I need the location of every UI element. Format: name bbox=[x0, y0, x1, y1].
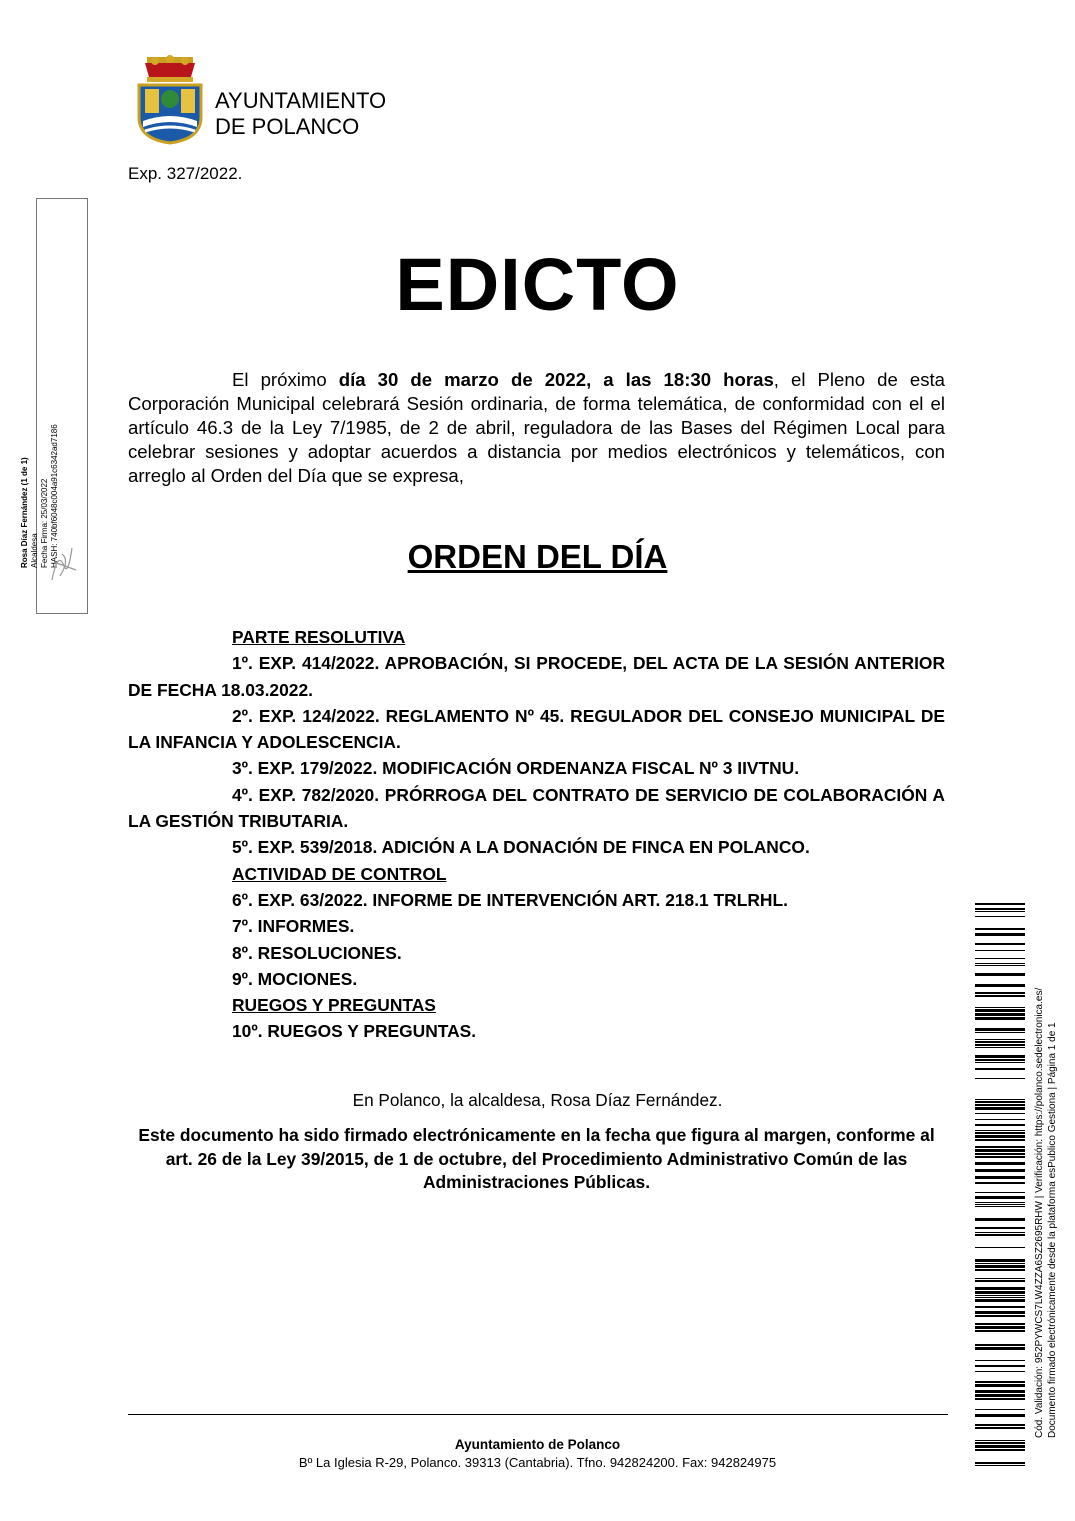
verification-code: Cód. Validación: 952PYWCS7LW4ZZA6SZ2695RHW | Verificación: https://polanco.sedelectronica.es/ bbox=[1034, 987, 1045, 1438]
section-label: ACTIVIDAD DE CONTROL bbox=[232, 863, 447, 884]
agenda-section-control bbox=[128, 861, 945, 887]
agenda-item-text: 1º. EXP. 414/2022. APROBACIÓN, SI PROCEDE, DEL ACTA DE LA SESIÓN ANTERIOR DE FECHA 18.03.2022. bbox=[128, 653, 945, 700]
coat-of-arms-logo bbox=[133, 55, 207, 145]
agenda-item-3 bbox=[128, 755, 945, 781]
intro-session-date: día 30 de marzo de 2022, a las 18:30 horas bbox=[338, 369, 774, 390]
footer-divider bbox=[128, 1414, 948, 1415]
verification-text bbox=[1033, 938, 1059, 1438]
agenda-item-text: 7º. INFORMES. bbox=[232, 916, 355, 937]
agenda-item-text: 8º. RESOLUCIONES. bbox=[232, 942, 402, 963]
agenda-item-9 bbox=[128, 966, 945, 992]
intro-post: , el Pleno de esta Corporación Municipal celebrará Sesión ordinaria, de forma telemática, de conformidad con el el artículo 46.3 de la Ley 7/1985, de 2 de abril, reguladora de las Bases del Régimen Local para celebrar sesiones y adoptar acuerdos a distancia por medios electrónicos y telemáticos, con arreglo al Orden del Día que se expresa, bbox=[128, 369, 945, 486]
footer-org: Ayuntamiento de Polanco bbox=[454, 1437, 621, 1452]
agenda-item-text: 6º. EXP. 63/2022. INFORME DE INTERVENCIÓN ART. 218.1 TRLRHL. bbox=[232, 889, 788, 910]
agenda-item-5 bbox=[128, 834, 945, 860]
validation-barcode bbox=[975, 903, 1025, 1468]
signature-line: En Polanco, la alcaldesa, Rosa Díaz Fernández. bbox=[352, 1090, 723, 1110]
section-label: PARTE RESOLUTIVA bbox=[232, 627, 406, 647]
footer-address: Bº La Iglesia R-29, Polanco. 39313 (Cantabria). Tfno. 942824200. Fax: 942824975 bbox=[298, 1455, 777, 1470]
agenda-item-text: 4º. EXP. 782/2020. PRÓRROGA DEL CONTRATO DE SERVICIO DE COLABORACIÓN A LA GESTIÓN TRIBUTARIA. bbox=[128, 784, 945, 832]
agenda-item-text: 10º. RUEGOS Y PREGUNTAS. bbox=[232, 1021, 477, 1042]
agenda-item-8 bbox=[128, 940, 945, 966]
org-name bbox=[215, 88, 386, 140]
agenda-item-text: 9º. MOCIONES. bbox=[232, 968, 358, 989]
section-label: RUEGOS Y PREGUNTAS bbox=[232, 995, 436, 1016]
intro-paragraph bbox=[128, 368, 945, 488]
signature-date: Fecha Firma: 25/03/2022 bbox=[40, 478, 49, 568]
agenda-section-resolutiva bbox=[128, 624, 945, 650]
agenda-item-text: 3º. EXP. 179/2022. MODIFICACIÓN ORDENANZA FISCAL Nº 3 IIVTNU. bbox=[232, 758, 800, 779]
agenda-item-text: 5º. EXP. 539/2018. ADICIÓN A LA DONACIÓN DE FINCA EN POLANCO. bbox=[232, 837, 810, 858]
signer-role: Alcaldesa bbox=[30, 533, 39, 568]
document-title: EDICTO bbox=[395, 243, 680, 326]
legal-notice: Este documento ha sido firmado electrónicamente en la fecha que figura al margen, conforme al art. 26 de la Ley 39/2015, de 1 de octubre, del Procedimiento Administrativo Común de las Administraciones Públicas. bbox=[138, 1125, 935, 1192]
agenda-title: ORDEN DEL DÍA bbox=[407, 538, 668, 575]
agenda-item-2 bbox=[128, 703, 945, 756]
signer-name: Rosa Díaz Fernández (1 de 1) bbox=[20, 457, 29, 568]
org-name-line2: DE POLANCO bbox=[215, 114, 360, 139]
agenda-item-4 bbox=[128, 782, 945, 835]
agenda-item-6 bbox=[128, 887, 945, 913]
intro-pre: El próximo bbox=[232, 369, 339, 390]
agenda-list bbox=[128, 624, 945, 1045]
agenda-item-7 bbox=[128, 913, 945, 939]
signature-hash: HASH: 740bf6048c004a91c6342ad7186 bbox=[50, 424, 59, 568]
verification-platform: Documento firmado electrónicamente desde la plataforma esPublico Gestiona | Página 1 de 1 bbox=[1047, 1022, 1058, 1438]
org-name-line1: AYUNTAMIENTO bbox=[215, 88, 387, 113]
expediente-number: Exp. 327/2022. bbox=[128, 164, 243, 183]
agenda-section-ruegos bbox=[128, 992, 945, 1018]
agenda-item-1 bbox=[128, 650, 945, 703]
agenda-item-10 bbox=[128, 1018, 945, 1044]
agenda-item-text: 2º. EXP. 124/2022. REGLAMENTO Nº 45. REGULADOR DEL CONSEJO MUNICIPAL DE LA INFANCIA Y ADOLESCENCIA. bbox=[128, 705, 945, 753]
